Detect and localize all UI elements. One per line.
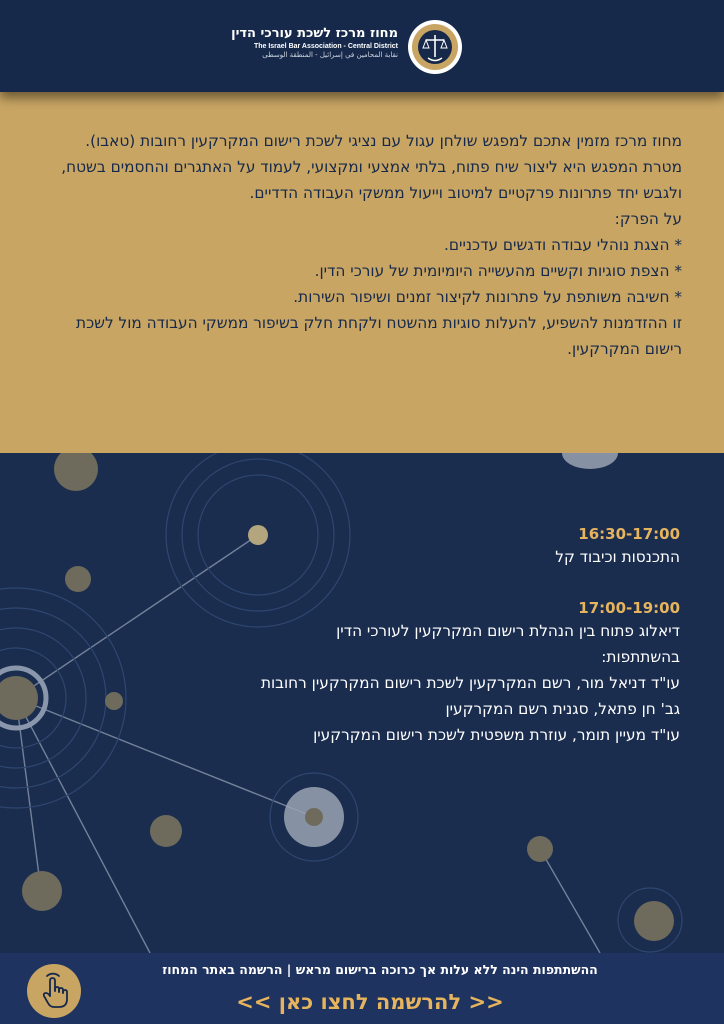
intro-bullet: * הצגת נוהלי עבודה ודגשים עדכניים. [444,236,682,254]
intro-bullet: * הצפת סוגיות וקשיים מהעשייה היומיומית של עורכי הדין. [314,262,682,280]
intro-paragraph-2: מטרת המפגש היא ליצור שיח פתוח, בלתי אמצעי ומקצועי, לעמוד על האתגרים והחסמים בשטח, ולגבש יחד פתרונות פרקטיים למיטוב וייעול ממשקי העבודה הדדיים. [61,158,682,202]
scales-seal-icon [406,18,464,76]
register-button[interactable]: << להרשמה לחצו כאן >> [236,990,504,1014]
logo-arabic-name: نقابة المحامين في إسرائيل - المنطقة الوسطى [262,51,398,59]
agenda-title-1: התכנסות וכיבוד קל [555,548,680,566]
agenda-time-2: 17:00-19:00 [578,599,680,617]
intro-bullet: * חשיבה משותפת על פתרונות לקיצור זמנים ושיפור השירות. [293,288,682,306]
header [0,0,724,92]
footer [0,953,724,1024]
agenda-line: גב' חן פתאל, סגנית רשם המקרקעין [445,700,680,718]
agenda-line: עו"ד מעיין תומר, עוזרת משפטית לשכת רישום המקרקעין [313,726,680,744]
registration-note: ההשתתפות הינה ללא עלות אך כרוכה ברישום מראש | הרשמה באתר המחוז [162,962,598,977]
intro-closing: זו ההזדמנות להשפיע, להעלות סוגיות מהשטח ולקחת חלק בשיפור ממשקי העבודה מול לשכת רישום המקרקעין. [76,314,682,358]
tap-hand-icon[interactable] [26,963,82,1019]
agenda-line: עו"ד דניאל מור, רשם המקרקעין לשכת רישום המקרקעין רחובות [260,674,680,692]
intro-paragraph-1: מחוז מרכז מזמין אתכם למפגש שולחן עגול עם נציגי לשכת רישום המקרקעין רחובות (טאבו). [85,132,682,150]
agenda [40,524,680,748]
agenda-line: בהשתתפות: [601,648,680,666]
logo-org-name: מחוז מרכז לשכת עורכי הדין [231,26,398,41]
agenda-heading: על הפרק: [614,210,682,228]
agenda-line: דיאלוג פתוח בין הנהלת רישום המקרקעין לעורכי הדין [336,622,680,640]
logo-text [231,26,398,59]
intro-panel [0,92,724,453]
agenda-block-2 [40,598,680,748]
agenda-time-1: 16:30-17:00 [578,525,680,543]
logo-english-name: The Israel Bar Association - Central District [253,43,398,50]
